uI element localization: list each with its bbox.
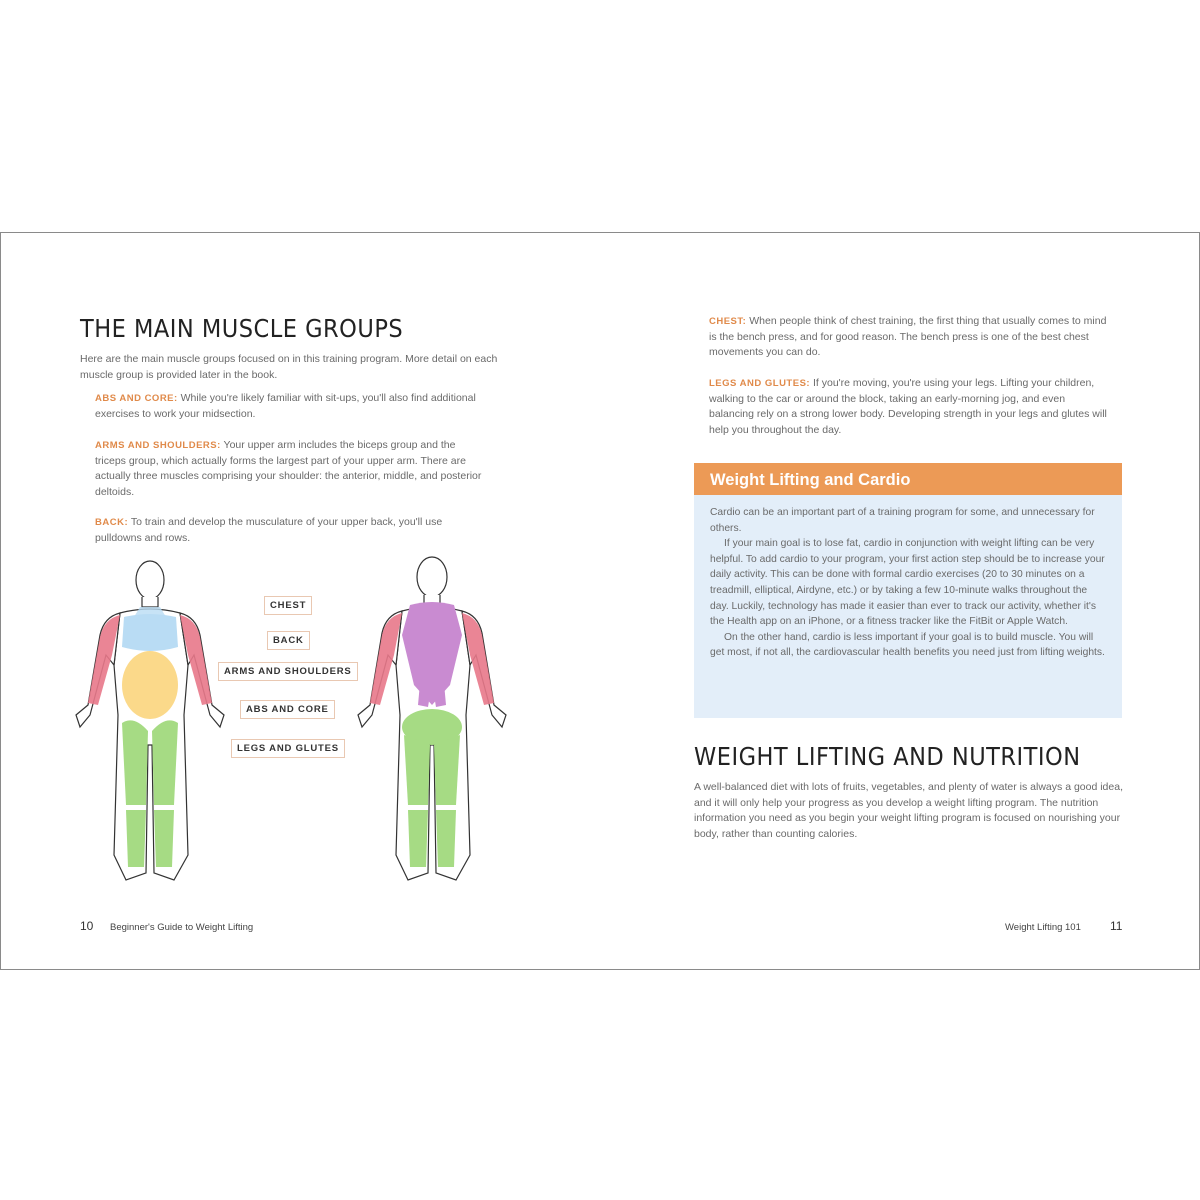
label-back: BACK	[267, 631, 310, 650]
right-footer: Weight Lifting 101	[1005, 922, 1081, 933]
right-page-title: WEIGHT LIFTING AND NUTRITION	[694, 742, 1081, 771]
left-page-number: 10	[80, 919, 94, 933]
front-leg-right	[152, 720, 178, 805]
back-body-figure	[350, 555, 515, 890]
sidebar-paragraph: On the other hand, cardio is less important if your goal is to build muscle. You will get most, if not all, the cardiovascular health benefits you need just from lifting weights.	[710, 631, 1105, 659]
label-abs-core: ABS AND CORE	[240, 700, 335, 719]
left-page-title: THE MAIN MUSCLE GROUPS	[80, 314, 404, 343]
section-arms-shoulders	[95, 438, 485, 500]
front-body-figure	[70, 555, 235, 890]
section-text: Your upper arm includes the biceps group and the triceps group, which actually forms the largest part of your upper arm. There are actually three muscles comprising your shoulder: the anterior, middle, and posterior deltoids.	[95, 439, 482, 498]
section-text: If you're moving, you're using your legs. Lifting your children, walking to the car or around the block, taking an early-morning jog, and even balancing rely on a strong lower body. Developing strength in your legs and glutes will help you throughout the day.	[709, 377, 1107, 436]
nutrition-paragraph: A well-balanced diet with lots of fruits, vegetables, and plenty of water is always a good idea, and it will only help your progress as you develop a weight lifting program. The nutrition information you need as you begin your weight lifting program is focused on nourishing your body, rather than counting calories.	[694, 781, 1123, 840]
section-text: When people think of chest training, the first thing that usually comes to mind is the bench press, and for good reason. The bench press is one of the best chest movements you can do.	[709, 315, 1107, 358]
back-calf-left	[408, 810, 428, 867]
section-legs-glutes	[709, 376, 1109, 438]
sidebar-body	[694, 495, 1122, 661]
section-text: While you're likely familiar with sit-ups, you'll also find additional exercises to work your midsection.	[95, 392, 476, 420]
section-back	[95, 515, 485, 546]
front-leg-left	[122, 720, 148, 805]
intro-paragraph: Here are the main muscle groups focused on in this training program. More detail on each muscle group is provided later in the book.	[80, 353, 498, 381]
left-footer: Beginner's Guide to Weight Lifting	[110, 922, 254, 933]
section-abs-core	[95, 391, 485, 422]
section-lead: BACK:	[95, 517, 129, 528]
section-chest	[709, 314, 1109, 361]
label-arms-shoulders: ARMS AND SHOULDERS	[218, 662, 358, 681]
cardio-sidebar	[694, 463, 1122, 718]
sidebar-paragraph: Cardio can be an important part of a training program for some, and unnecessary for others.	[710, 507, 1095, 534]
front-calf-right	[154, 810, 174, 867]
label-legs-glutes: LEGS AND GLUTES	[231, 739, 345, 758]
section-lead: LEGS AND GLUTES:	[709, 378, 811, 389]
front-neck	[134, 607, 166, 617]
front-chest	[122, 614, 178, 651]
back-leg-right	[434, 735, 460, 805]
section-lead: CHEST:	[709, 316, 747, 327]
front-calf-left	[126, 810, 146, 867]
section-lead: ARMS AND SHOULDERS:	[95, 440, 221, 451]
section-lead: ABS AND CORE:	[95, 393, 178, 404]
section-text: To train and develop the musculature of your upper back, you'll use pulldowns and rows.	[95, 516, 443, 544]
front-abs	[122, 651, 178, 719]
back-calf-right	[436, 810, 456, 867]
sidebar-title: Weight Lifting and Cardio	[694, 463, 1122, 495]
back-leg-left	[404, 735, 430, 805]
right-page-number: 11	[1110, 919, 1123, 933]
sidebar-paragraph: If your main goal is to lose fat, cardio in conjunction with weight lifting can be very helpful. To add cardio to your program, your first action step should be to increase your daily activity. This can be done with formal cardio exercises (20 to 30 minutes on a treadmill, elliptical, Airdyne, etc.) or by taking a few 10-minute walks throughout the day. Luckily, technology has made it easier than ever to track our activity, whether it's the Health app on an iPhone, or a fitness tracker like the FitBit or Apple Watch.	[710, 538, 1105, 628]
label-chest: CHEST	[264, 596, 312, 615]
